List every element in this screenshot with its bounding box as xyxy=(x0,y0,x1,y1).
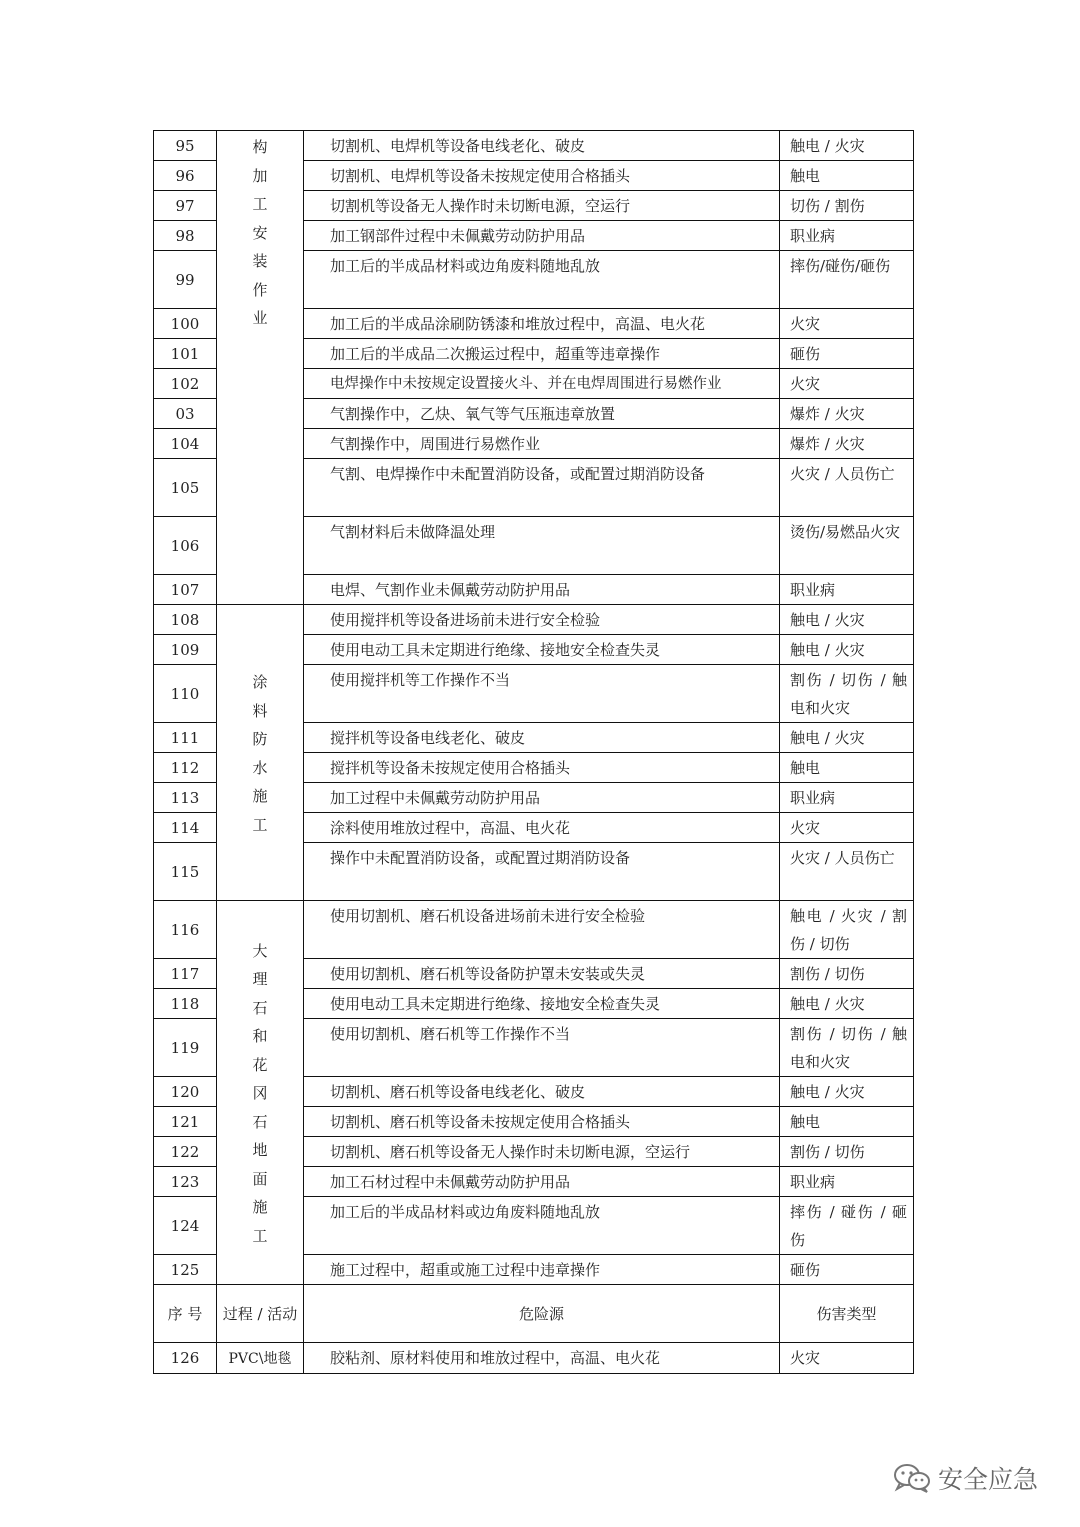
process-cell xyxy=(217,605,304,901)
injury-type: 职业病 xyxy=(780,783,914,813)
row-number: 106 xyxy=(154,517,217,575)
row-number: 121 xyxy=(154,1107,217,1137)
hazard-source: 气割操作中，乙炔、氧气等气压瓶违章放置 xyxy=(304,399,780,429)
injury-type: 割伤 / 切伤 / 触电和火灾 xyxy=(780,1019,914,1077)
injury-type: 触电 / 火灾 xyxy=(780,723,914,753)
injury-type: 触电 xyxy=(780,161,914,191)
hazard-source: 电焊操作中未按规定设置接火斗、并在电焊周围进行易燃作业 xyxy=(304,369,780,399)
injury-type: 火灾 xyxy=(780,309,914,339)
process-label: 涂料防水施工 xyxy=(252,673,268,834)
row-number: 115 xyxy=(154,843,217,901)
hazard-source: 使用搅拌机等工作操作不当 xyxy=(304,665,780,723)
wechat-icon xyxy=(892,1462,932,1494)
injury-type: 触电 / 火灾 xyxy=(780,131,914,161)
injury-type: 割伤 / 切伤 xyxy=(780,1137,914,1167)
row-number: 104 xyxy=(154,429,217,459)
row-number: 109 xyxy=(154,635,217,665)
header-process: 过程 / 活动 xyxy=(217,1285,304,1343)
injury-type: 触电 / 火灾 xyxy=(780,1077,914,1107)
row-number: 118 xyxy=(154,989,217,1019)
injury-type: 割伤 / 切伤 / 触电和火灾 xyxy=(780,665,914,723)
row-number: 96 xyxy=(154,161,217,191)
injury-type: 触电 / 火灾 xyxy=(780,989,914,1019)
hazard-source: 加工后的半成品涂刷防锈漆和堆放过程中，高温、电火花 xyxy=(304,309,780,339)
injury-type: 爆炸 / 火灾 xyxy=(780,429,914,459)
table-row xyxy=(154,901,914,959)
injury-type: 火灾 xyxy=(780,369,914,399)
row-number: 123 xyxy=(154,1167,217,1197)
injury-type: 割伤 / 切伤 xyxy=(780,959,914,989)
hazard-source: 加工后的半成品二次搬运过程中，超重等违章操作 xyxy=(304,339,780,369)
hazard-source: 切割机、电焊机等设备未按规定使用合格插头 xyxy=(304,161,780,191)
injury-type: 砸伤 xyxy=(780,339,914,369)
process-cell xyxy=(217,131,304,605)
hazard-source: 搅拌机等设备电线老化、破皮 xyxy=(304,723,780,753)
header-hazard: 危险源 xyxy=(304,1285,780,1343)
row-number: 117 xyxy=(154,959,217,989)
row-number: 105 xyxy=(154,459,217,517)
row-number: 102 xyxy=(154,369,217,399)
row-number: 122 xyxy=(154,1137,217,1167)
row-number: 100 xyxy=(154,309,217,339)
row-number: 114 xyxy=(154,813,217,843)
hazard-source: 切割机等设备无人操作时未切断电源，空运行 xyxy=(304,191,780,221)
injury-type: 职业病 xyxy=(780,575,914,605)
hazard-source: 加工过程中未佩戴劳动防护用品 xyxy=(304,783,780,813)
hazard-source: 使用电动工具未定期进行绝缘、接地安全检查失灵 xyxy=(304,989,780,1019)
hazard-source: 加工石材过程中未佩戴劳动防护用品 xyxy=(304,1167,780,1197)
injury-type: 火灾 / 人员伤亡 xyxy=(780,843,914,901)
injury-type: 爆炸 / 火灾 xyxy=(780,399,914,429)
hazard-source: 气割、电焊操作中未配置消防设备，或配置过期消防设备 xyxy=(304,459,780,517)
process-cell xyxy=(217,901,304,1285)
hazard-source: 搅拌机等设备未按规定使用合格插头 xyxy=(304,753,780,783)
row-number: 95 xyxy=(154,131,217,161)
injury-type: 火灾 xyxy=(780,1343,914,1374)
watermark-text: 安全应急 xyxy=(938,1465,1039,1494)
row-number: 107 xyxy=(154,575,217,605)
injury-type: 摔伤/碰伤/砸伤 xyxy=(780,251,914,309)
table-row xyxy=(154,131,914,161)
injury-type: 触电 / 火灾 xyxy=(780,605,914,635)
hazard-source: 切割机、磨石机等设备无人操作时未切断电源，空运行 xyxy=(304,1137,780,1167)
hazard-source: 加工后的半成品材料或边角废料随地乱放 xyxy=(304,251,780,309)
injury-type: 砸伤 xyxy=(780,1255,914,1285)
injury-type: 触电 xyxy=(780,1107,914,1137)
injury-type: 触电 / 火灾 xyxy=(780,635,914,665)
header-number: 序 号 xyxy=(154,1285,217,1343)
hazard-source: 使用切割机、磨石机设备进场前未进行安全检验 xyxy=(304,901,780,959)
row-number: 113 xyxy=(154,783,217,813)
injury-type: 触电 / 火灾 / 割伤 / 切伤 xyxy=(780,901,914,959)
row-number: 120 xyxy=(154,1077,217,1107)
process-label: 大理石和花冈石地面施工 xyxy=(252,941,268,1245)
row-number: 126 xyxy=(154,1343,217,1374)
injury-type: 火灾 xyxy=(780,813,914,843)
hazard-source: 切割机、磨石机等设备未按规定使用合格插头 xyxy=(304,1107,780,1137)
table-header-row xyxy=(154,1285,914,1343)
injury-type: 职业病 xyxy=(780,221,914,251)
injury-type: 职业病 xyxy=(780,1167,914,1197)
hazard-source: 切割机、电焊机等设备电线老化、破皮 xyxy=(304,131,780,161)
hazard-table xyxy=(153,130,914,1374)
row-number: 99 xyxy=(154,251,217,309)
row-number: 111 xyxy=(154,723,217,753)
hazard-source: 气割材料后未做降温处理 xyxy=(304,517,780,575)
process-label: 构加工安装作业 xyxy=(252,138,268,327)
hazard-source: 施工过程中，超重或施工过程中违章操作 xyxy=(304,1255,780,1285)
watermark xyxy=(892,1460,1038,1496)
process-cell: PVC\地毯 xyxy=(217,1343,304,1374)
hazard-source: 使用电动工具未定期进行绝缘、接地安全检查失灵 xyxy=(304,635,780,665)
hazard-source: 使用搅拌机等设备进场前未进行安全检验 xyxy=(304,605,780,635)
row-number: 98 xyxy=(154,221,217,251)
injury-type: 触电 xyxy=(780,753,914,783)
row-number: 116 xyxy=(154,901,217,959)
hazard-source: 操作中未配置消防设备，或配置过期消防设备 xyxy=(304,843,780,901)
hazard-source: 切割机、磨石机等设备电线老化、破皮 xyxy=(304,1077,780,1107)
hazard-source: 加工后的半成品材料或边角废料随地乱放 xyxy=(304,1197,780,1255)
row-number: 03 xyxy=(154,399,217,429)
row-number: 125 xyxy=(154,1255,217,1285)
injury-type: 切伤 / 割伤 xyxy=(780,191,914,221)
table-row xyxy=(154,1343,914,1374)
row-number: 108 xyxy=(154,605,217,635)
hazard-source: 使用切割机、磨石机等工作操作不当 xyxy=(304,1019,780,1077)
row-number: 112 xyxy=(154,753,217,783)
header-type: 伤害类型 xyxy=(780,1285,914,1343)
row-number: 110 xyxy=(154,665,217,723)
hazard-source: 使用切割机、磨石机等设备防护罩未安装或失灵 xyxy=(304,959,780,989)
hazard-source: 胶粘剂、原材料使用和堆放过程中，高温、电火花 xyxy=(304,1343,780,1374)
row-number: 124 xyxy=(154,1197,217,1255)
row-number: 119 xyxy=(154,1019,217,1077)
table-row xyxy=(154,605,914,635)
hazard-source: 气割操作中，周围进行易燃作业 xyxy=(304,429,780,459)
injury-type: 摔伤 / 碰伤 / 砸伤 xyxy=(780,1197,914,1255)
hazard-source: 加工钢部件过程中未佩戴劳动防护用品 xyxy=(304,221,780,251)
hazard-source: 电焊、气割作业未佩戴劳动防护用品 xyxy=(304,575,780,605)
row-number: 97 xyxy=(154,191,217,221)
hazard-source: 涂料使用堆放过程中，高温、电火花 xyxy=(304,813,780,843)
injury-type: 烫伤/易燃品火灾 xyxy=(780,517,914,575)
row-number: 101 xyxy=(154,339,217,369)
injury-type: 火灾 / 人员伤亡 xyxy=(780,459,914,517)
